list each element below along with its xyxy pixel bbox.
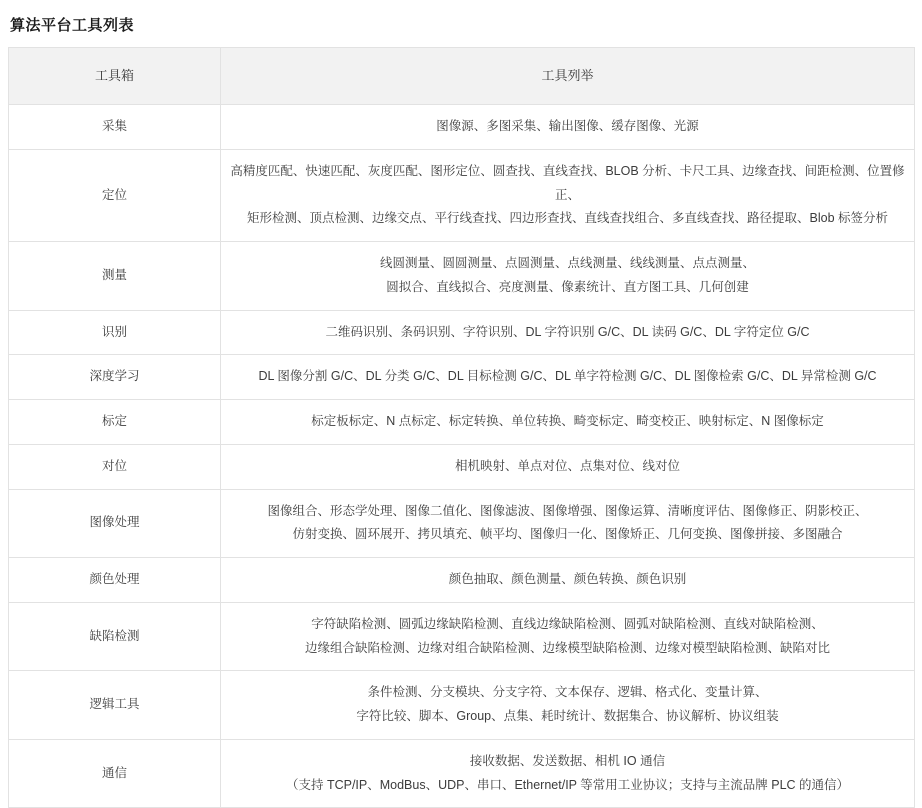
tool-list-line: 高精度匹配、快速匹配、灰度匹配、图形定位、圆查找、直线查找、BLOB 分析、卡尺工具、边缘查找、间距检测、位置修正、 xyxy=(230,163,905,202)
cell-category: 定位 xyxy=(9,149,221,241)
table-row xyxy=(9,558,915,603)
cell-tool-list xyxy=(221,149,915,241)
column-header-list: 工具列举 xyxy=(221,48,915,105)
cell-tool-list xyxy=(221,444,915,489)
cell-tool-list xyxy=(221,355,915,400)
tool-list-line: 边缘组合缺陷检测、边缘对组合缺陷检测、边缘模型缺陷检测、边缘对模型缺陷检测、缺陷对比 xyxy=(304,640,830,655)
cell-tool-list xyxy=(221,400,915,445)
cell-category: 逻辑工具 xyxy=(9,671,221,740)
table-row xyxy=(9,739,915,808)
tool-list-line: 仿射变换、圆环展开、拷贝填充、帧平均、图像归一化、图像矫正、几何变换、图像拼接、多图融合 xyxy=(292,527,843,542)
cell-tool-list xyxy=(221,489,915,558)
cell-category: 对位 xyxy=(9,444,221,489)
table-header xyxy=(9,48,915,105)
tool-list-line: （支持 TCP/IP、ModBus、UDP、串口、Ethernet/IP 等常用工业协议；支持与主流品牌 PLC 的通信） xyxy=(285,777,850,792)
tool-list-line: 相机映射、单点对位、点集对位、线对位 xyxy=(454,458,680,473)
tool-list-line: 线圆测量、圆圆测量、点圆测量、点线测量、线线测量、点点测量、 xyxy=(379,256,755,270)
table-row xyxy=(9,242,915,311)
cell-tool-list xyxy=(221,558,915,603)
tool-list-line: 圆拟合、直线拟合、亮度测量、像素统计、直方图工具、几何创建 xyxy=(386,279,749,294)
table-row xyxy=(9,310,915,355)
page-title: 算法平台工具列表 xyxy=(10,17,135,34)
cell-tool-list xyxy=(221,105,915,150)
tool-list-line: 图像源、多图采集、输出图像、缓存图像、光源 xyxy=(436,119,699,133)
cell-category: 缺陷检测 xyxy=(9,602,221,671)
table-row xyxy=(9,149,915,241)
table-row xyxy=(9,602,915,671)
tool-list-line: 二维码识别、条码识别、字符识别、DL 字符识别 G/C、DL 读码 G/C、DL 字符定位 G/C xyxy=(325,324,810,339)
table-header-row xyxy=(9,48,915,105)
cell-tool-list xyxy=(221,242,915,311)
cell-category: 深度学习 xyxy=(9,355,221,400)
cell-category: 测量 xyxy=(9,242,221,311)
tool-list-line: 接收数据、发送数据、相机 IO 通信 xyxy=(469,753,666,768)
cell-tool-list xyxy=(221,310,915,355)
table-row xyxy=(9,105,915,150)
table-row xyxy=(9,489,915,558)
cell-category: 识别 xyxy=(9,310,221,355)
table-row xyxy=(9,400,915,445)
cell-category: 通信 xyxy=(9,739,221,808)
tool-list-line: 字符比较、脚本、Group、点集、耗时统计、数据集合、协议解析、协议组装 xyxy=(356,709,779,723)
tool-list-line: DL 图像分割 G/C、DL 分类 G/C、DL 目标检测 G/C、DL 单字符检测 G/C、DL 图像检索 G/C、DL 异常检测 G/C xyxy=(258,369,877,384)
cell-tool-list xyxy=(221,739,915,808)
tool-list-line: 矩形检测、顶点检测、边缘交点、平行线查找、四边形查找、直线查找组合、多直线查找、路径提取、Blob 标签分析 xyxy=(247,211,888,226)
cell-category: 采集 xyxy=(9,105,221,150)
tool-list-line: 颜色抽取、颜色测量、颜色转换、颜色识别 xyxy=(448,572,687,586)
table-row xyxy=(9,671,915,740)
table-row xyxy=(9,444,915,489)
cell-category: 图像处理 xyxy=(9,489,221,558)
cell-tool-list xyxy=(221,671,915,740)
cell-tool-list xyxy=(221,602,915,671)
cell-category: 标定 xyxy=(9,400,221,445)
tool-list-line: 字符缺陷检测、圆弧边缘缺陷检测、直线边缘缺陷检测、圆弧对缺陷检测、直线对缺陷检测、 xyxy=(311,616,824,631)
table-row xyxy=(9,355,915,400)
tool-list-line: 条件检测、分支模块、分支字符、文本保存、逻辑、格式化、变量计算、 xyxy=(367,685,768,700)
cell-category: 颜色处理 xyxy=(9,558,221,603)
tool-list-line: 图像组合、形态学处理、图像二值化、图像滤波、图像增强、图像运算、清晰度评估、图像修正、阴影校正、 xyxy=(267,503,868,518)
tools-table xyxy=(8,47,915,808)
tool-list-line: 标定板标定、N 点标定、标定转换、单位转换、畸变标定、畸变校正、映射标定、N 图像标定 xyxy=(311,414,824,428)
table-body xyxy=(9,105,915,808)
column-header-category: 工具箱 xyxy=(9,48,221,105)
